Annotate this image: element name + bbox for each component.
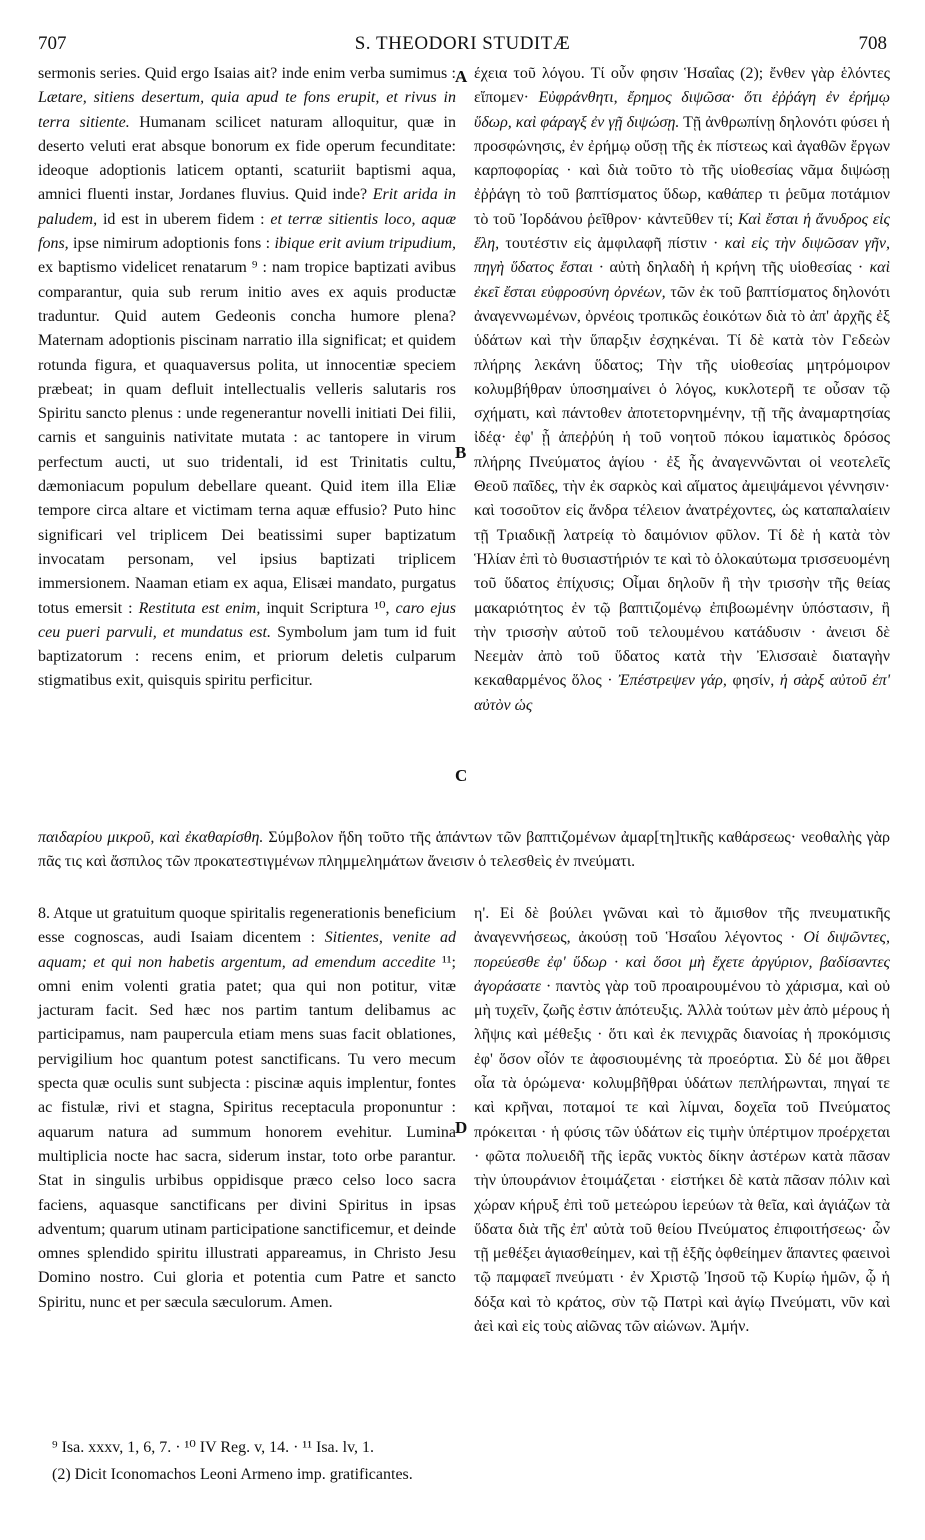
latin-column-top [38,62,456,694]
greek-quote: Καὶ ἔσται ἡ ἄνυδρος εἰς ἕλη, [474,210,890,253]
footnote-references: ⁹ Isa. xxxv, 1, 6, 7. · ¹⁰ IV Reg. v, 14. · ¹¹ Isa. lv, 1. [52,1439,375,1456]
latin-text: sermonis series. Quid ergo Isaias ait? inde enim verba sumimus : [38,65,456,82]
margin-letter-d: D [455,1118,468,1137]
greek-text: έχεια τοῦ λόγου. Τί οὖν φησιν Ἡσαΐας (2); ἔνθεν γὰρ ἑλόντες εἴπομεν· [474,65,890,107]
latin-quote: Lætare, sitiens desertum, quia apud te fons erupit, et rivus in terra sitiente. [38,89,456,131]
latin-text: ¹¹; omni enim volenti gratia patet; qua qui non potitur, vitæ jacturam facit. Sed hæc nos partim tantum delibamus ac participamus, nam paupercula etiam mens suas facit oblationes, pervigilium hoc quantum potest sanctificans. Tu vero mecum specta quæ oculis sunt subjecta : piscinæ aquis implentur, fontes ac fistulæ, rivi et stagna, Spiritus receptacula proponuntur : aquarum natura ad summum honorem evehitur. Lumina multiplicia nocte hac sacra, siderum instar, toto orbe parantur. Stat in singulis urbibus oppidisque præco celso loco sacra faciens, aquasque sanctificans per divini Spiritus in ipsas adventum; quarum utinam participatione sanctificemur, et deinde omnes splendido spiritu illustrati appareamus, in Christo Jesu Domino nostro. Cui gloria et potentia cum Patre et sancto Spiritu, nunc et per sæcula sæculorum. Amen. [38,953,456,1311]
greek-quote: παιδαρίου μικροῦ, καὶ ἐκαθαρίσθη. [38,829,264,846]
latin-quote: Sitientes, venite ad aquam; et qui non habetis argentum, ad emendum accedite [38,929,457,971]
greek-text: τουτέστιν εἰς ἀμφιλαφῆ πίστιν · [499,235,725,253]
greek-quote: καὶ ἐκεῖ ἔσται εὐφροσύνη ὀρνέων, [474,259,891,301]
latin-text: Humanam scilicet naturam alloquitur, quæ in deserto veluti erat absque bonorum ex fide operum fecunditate: ideoque adoptionis laticem optanti, scaturiit baptismi aqua, amnici fluenti instar, Jordanes fluvius. Quid inde? [38,113,456,204]
margin-letter-c: C [455,766,468,785]
latin-text: ex baptismo videlicet renatarum ⁹ : nam tropice baptizati avibus comparantur, quia sub rerum initio aves ex aquis productæ traduntur. Quid autem Gedeonis concha humore plena? Maternam adoptionis piscinam narratio illa significat; et quidem rotunda figura, et quaquaversus polita, ut innocentiæ speciem præbeat; in quam defluit intellectualis velleris salutaris ros Spiritu sancto plenus : unde regenerantur novelli initiati Dei filii, carnis et sanguinis nativitate mutata : ac tantopere in virum perfectum aucti, ut suo tridentali, id est Trinitatis cultu, dæmoniacum populum debellare queant. Quid item illa Eliæ tempore circa altare et victimam terna aquæ effusio? Puto hinc significari vel triplicem Dei beatissimi super baptizatum invocatam personam, vel ipsius baptizati triplicem immersionem. Naaman etiam ex aqua, Elisæi mandato, purgatus totus emersit : [38,259,456,617]
right-page-number: 708 [858,33,887,54]
latin-text: ipse nimirum adoptionis fons : [68,235,275,253]
greek-text: φησίν, [726,672,780,690]
greek-quote: Εὐφράνθητι, ἔρημος διψῶσα· ὅτι ἐῤῥάγη ἐν ἐρήμῳ ὕδωρ, καὶ φάραγξ ἐν γῇ διψώσῃ. [474,89,890,131]
latin-text: inquit Scriptura ¹⁰, [260,599,396,617]
greek-text: παντὸς γὰρ τοῦ προαιρουμένου τὸ χάρισμα, καὶ οὐ μὴ τυχεῖν, ζωῆς ἐστιν ἀπότευξις. Ἀλλὰ τούτων μὲν ἀπὸ μέρους ἡ λῆψις καὶ μέθεξις · ὅτι καὶ ἐκ πενιχρᾶς διανοίας ἡ προκόμισις ἐφ' ὅσον οἷόν τε ἀφοσιουμένης τὰ προεόρτια. Σὺ δέ μοι ἄθρει οἷα τὰ ὁρώμενα· κολυμβῆθραι ὑδάτων πεπλήρωνται, πηγαί τε καὶ κρῆναι, ποταμοί τε καὶ λίμναι, δοχεῖα τοῦ Πνεύματος πρόκειται · ἡ φύσις τῶν ὑδάτων εἰς τιμὴν ὑπέρτιμον προέρχεται · φῶτα πολυειδῆ τῆς ἱερᾶς νυκτὸς δίκην ἀστέρων κατὰ πᾶσαν τὴν ὑπουράνιον ἑτοιμάζεται · εἱστήκει δὲ κατὰ πᾶσαν πόλιν καὶ χώραν κήρυξ ἐπὶ τοῦ μετεώρου ἱερεύων τὰ θεῖα, καὶ ἁγιάζων τὰ ὕδατα διὰ τῆς ἐπ' αὐτὰ τοῦ θείου Πνεύματος ἐπιφοιτήσεως· ὧν τῇ μεθέξει ἁγιασθείημεν, καὶ τῇ ἑξῆς ὀφθείημεν ἅπαντες φαεινοὶ τῷ παμφαεῖ πνεύματι · ἐν Χριστῷ Ἰησοῦ τῷ Κυρίῳ ἡμῶν, ᾧ ἡ δόξα καὶ τὸ κράτος, σὺν τῷ Πατρὶ καὶ ἁγίῳ Πνεύματι, νῦν καὶ ἀεὶ καὶ εἰς τοὺς αἰῶνας τῶν αἰώνων. Ἀμήν. [474,977,890,1336]
footnote-note-2: (2) Dicit Iconomachos Leoni Armeno imp. gratificantes. [52,1466,413,1483]
latin-quote: et terræ sitientis loco, aquæ fons, [38,210,457,253]
greek-quote: καὶ εἰς τὴν διψῶσαν γῆν, πηγὴ ὕδατος ἔσται · [474,235,890,277]
greek-column-top [474,62,890,718]
margin-letter-a: A [455,67,468,86]
greek-full-width [38,826,890,875]
greek-text: η'. Εἰ δὲ βούλει γνῶναι καὶ τὸ ἄμισθον τῆς πνευματικῆς ἀναγεννήσεως, ἀκούσῃ τοῦ Ἡσαΐου λέγοντος · [474,905,890,947]
latin-quote: Restituta est enim, [138,599,261,617]
latin-text: Symbolum jam tum id fuit baptizatorum : recens enim, et priorum deletis culparum stigmatibus exit, quisquis spiritu perficitur. [38,623,457,690]
greek-quote: Οἱ διψῶντες, πορεύεσθε ἐφ' ὕδωρ · καὶ ὅσοι μὴ ἔχετε ἀργύριον, βαδίσαντες ἀγοράσατε · [474,929,890,995]
latin-text: 8. Atque ut gratuitum quoque spiritalis regenerationis beneficium esse cognoscas, audi Isaiam dicentem : [38,905,456,947]
running-header [38,33,887,59]
greek-text: αὐτὴ δηλαδὴ ἡ κρήνη τῆς υἱοθεσίας · [603,259,870,277]
latin-column-bottom [38,902,456,1315]
latin-quote: ibique erit avium tripudium, [274,235,456,253]
greek-quote: ἡ σὰρξ αὐτοῦ ἐπ' αὐτὸν ὡς [474,672,891,714]
greek-text: Σύμβολον ἤδη τοῦτο τῆς ἁπάντων τῶν βαπτιζομένων ἀμαρ[τη]τικῆς καθάρσεως· νεοθαλὴς γὰρ πᾶς τις καὶ ἄσπιλος τῶν προκατεστιγμένων πλημμελημάτων ἄνεισιν ὁ τελεσθεὶς ἐν πνεύματι. [38,829,890,871]
latin-quote: Erit arida in paludem, [38,186,456,228]
greek-text: τῶν ἐκ τοῦ βαπτίσματος δηλονότι ἀναγεννωμένων, ὀρνέοις τροπικῶς ἐοικότων διὰ τὸ ἀπ' ἀρχῆς ἐξ ὑδάτων καὶ τὴν ὕπαρξιν ἐσχηκέναι. Τί δὲ κατὰ τὸν Γεδεὼν πλήρης λεκάνη ὕδατος; Τὴν τῆς υἱοθεσίας μητρόμοιρον κολυμβήθραν ὑποσημαίνει ὁ λόγος, κυκλοτερῆ τε οὖσαν τῷ σχήματι, καὶ πάντοθεν ἀποτετορνημένην, τῇ τῆς ἀναμαρτησίας ἰδέᾳ· ἐφ' ᾗ ἀπεῤῥύη ἡ τοῦ νοητοῦ πόκου ἰαματικὸς δρόσος πλήρης Πνεύματος ἁγίου · ἐξ ἧς ἀναγεννῶνται οἱ νεοτελεῖς Θεοῦ παῖδες, τὴν ἐκ σαρκὸς καὶ αἵματος ἀμειψάμενοι γέννησιν· καὶ τοσοῦτον εἰς ἄνδρα τέλειον ἀνατρέχοντες, ὡς καταπαλαίειν τῇ Τριαδικῇ λατρείᾳ τὸ δαιμόνιον φῦλον. Τί δὲ ἡ κατὰ τὸν Ἡλίαν ἐπὶ τὸ θυσιαστήριόν τε καὶ τὸ ὁλοκαύτωμα τρισσευομένη τοῦ ὕδατος ἐπίχυσις; Οἶμαι δηλοῦν ἢ τὴν τρισσὴν τῆς θείας μακαριότητος ἐν τῷ βαπτιζομένῳ ἐπιβοωμένην ὑπόστασιν, ἢ τὴν τρισσὴν αὐτοῦ τοῦ τελουμένου κατάδυσιν · ἀνεισι δὲ Νεεμὰν ἀπὸ τοῦ ὕδατος κατὰ τὴν Ἐλισσαιὲ διαταγὴν κεκαθαρμένος ὅλος · [474,283,890,690]
left-page-number: 707 [38,33,67,54]
greek-text: Τῇ ἀνθρωπίνῃ δηλονότι φύσει ἡ προσφώνησις, ἐν ἐρήμῳ οὔσῃ τῆς ἐκ πίστεως καὶ ἀγαθῶν ἔργων καρποφορίας · καὶ διὰ τοῦτο τὸ τῆς υἱοθεσίας νᾶμα διψώσῃ ἐῤῥάγη τὸ τοῦ βαπτίσματος ὕδωρ, καθάπερ τι ῥεῦμα ποτάμιον τὸ τοῦ Ἰορδάνου ῥεῖθρον· κἀντεῦθεν τί; [474,113,890,228]
margin-letter-b: B [455,443,467,462]
greek-quote: Ἐπέστρεψεν γάρ, [618,672,727,690]
running-title: S. THEODORI STUDITÆ [354,33,571,54]
latin-text: id est in uberem fidem : [97,210,271,228]
latin-quote: caro ejus ceu pueri parvuli, et mundatus est. [38,599,456,641]
greek-column-bottom [474,902,890,1339]
